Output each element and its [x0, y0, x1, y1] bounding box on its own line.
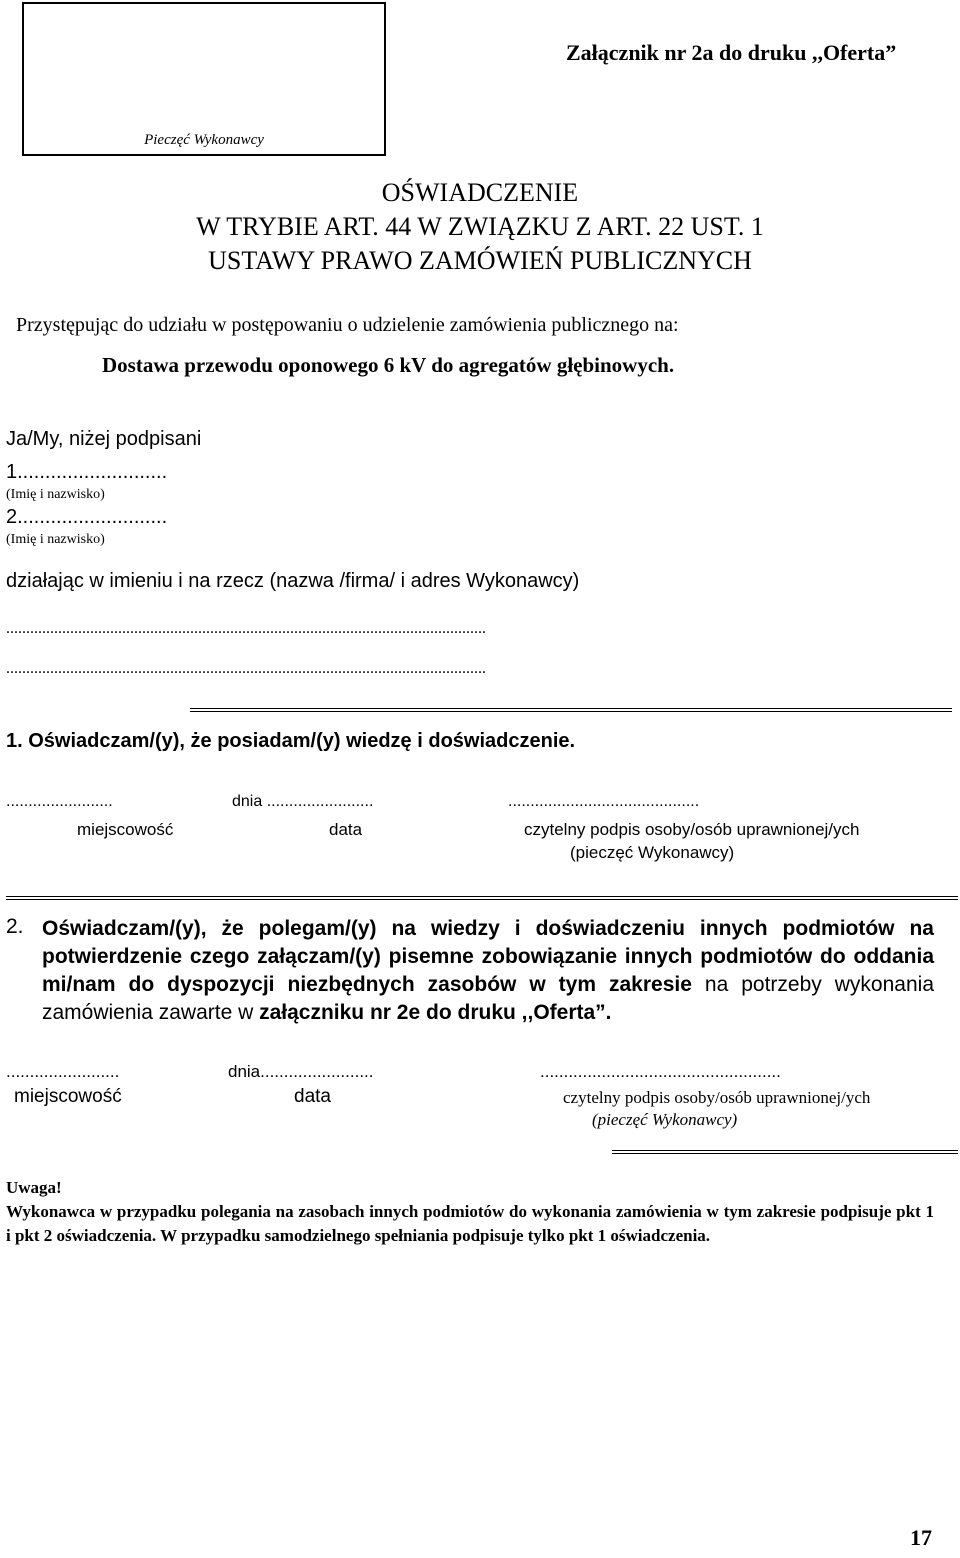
document-title-line3: USTAWY PRAWO ZAMÓWIEŃ PUBLICZNYCH: [208, 246, 752, 275]
signatory-line-2: 2...........................: [6, 506, 168, 528]
statement-2-place-label: miejscowość: [14, 1086, 122, 1107]
separator-2: [6, 896, 958, 900]
statement-2-bold: Oświadczam/(y), że polegam/(y) na wiedzy i doświadczeniu innych podmiotów na potwierdzenie czego załączam/(y) pisemne zobowiązanie innych podmiotów do oddania mi/nam do dyspozycji niezbędnych zasobów w tym zakresie: [42, 917, 934, 996]
page-number: 17: [910, 1525, 932, 1550]
signatory-caption-2: (Imię i nazwisko): [6, 532, 105, 547]
document-title-line1: OŚWIADCZENIE: [381, 178, 579, 207]
note-text: Wykonawca w przypadku polegania na zasobach innych podmiotów do wykonania zamówienia w tym zakresie podpisuje pkt 1 i pkt 2 oświadczenia. W przypadku samodzielnego spełniania podpisuje tylko pkt 1 oświadczenia.: [6, 1202, 934, 1245]
statement-2-stamp-label: (pieczęć Wykonawcy): [592, 1110, 738, 1129]
statement-2-place-dots: ........................: [6, 1062, 120, 1081]
statement-2: [42, 915, 934, 1027]
statement-2-normal: na potrzeby wykonania zamówienia zawarte w: [42, 973, 934, 1024]
document-title-line2: W TRYBIE ART. 44 W ZWIĄZKU Z ART. 22 UST. 1: [196, 212, 764, 241]
note-heading: Uwaga!: [6, 1178, 62, 1197]
statement-1: 1. Oświadczam/(y), że posiadam/(y) wiedzę i doświadczenie.: [6, 730, 576, 752]
statement-2-signature-dots: ...................................................: [540, 1062, 781, 1081]
contractor-dots-line-2: ........................................................................................................................: [6, 660, 486, 677]
signatories-heading: Ja/My, niżej podpisani: [6, 428, 202, 450]
separator-3: [612, 1150, 958, 1154]
statement-2-annex-ref: załączniku nr 2e do druku ,,Oferta”.: [259, 1001, 612, 1024]
statement-1-date-label: data: [329, 820, 363, 839]
statement-1-date-dots: dnia ........................: [232, 793, 374, 810]
statement-1-place-dots: ........................: [6, 793, 113, 810]
acting-on-behalf: działając w imieniu i na rzecz (nazwa /firma/ i adres Wykonawcy): [6, 570, 580, 592]
contractor-dots-line-1: ........................................................................................................................: [6, 620, 486, 637]
statement-2-date-dots: dnia........................: [228, 1062, 374, 1081]
statement-2-number: 2.: [6, 915, 24, 938]
separator-1: [190, 708, 952, 712]
stamp-box: [22, 2, 386, 156]
contract-subject: Dostawa przewodu oponowego 6 kV do agregatów głębinowych.: [102, 353, 675, 377]
annex-title: Załącznik nr 2a do druku ,,Oferta”: [566, 40, 897, 65]
statement-1-stamp-label: (pieczęć Wykonawcy): [570, 843, 735, 862]
signatory-caption-1: (Imię i nazwisko): [6, 487, 105, 502]
statement-1-signature-dots: ...........................................: [508, 793, 700, 810]
statement-2-date-label: data: [294, 1086, 331, 1107]
statement-2-signature-label: czytelny podpis osoby/osób uprawnionej/ych: [563, 1088, 871, 1107]
signatory-line-1: 1...........................: [6, 461, 168, 483]
statement-1-signature-label: czytelny podpis osoby/osób uprawnionej/ych: [524, 820, 860, 839]
stamp-label: Pieczęć Wykonawcy: [144, 132, 264, 148]
intro-text: Przystępując do udziału w postępowaniu o udzielenie zamówienia publicznego na:: [16, 314, 679, 336]
statement-1-place-label: miejscowość: [77, 820, 174, 839]
